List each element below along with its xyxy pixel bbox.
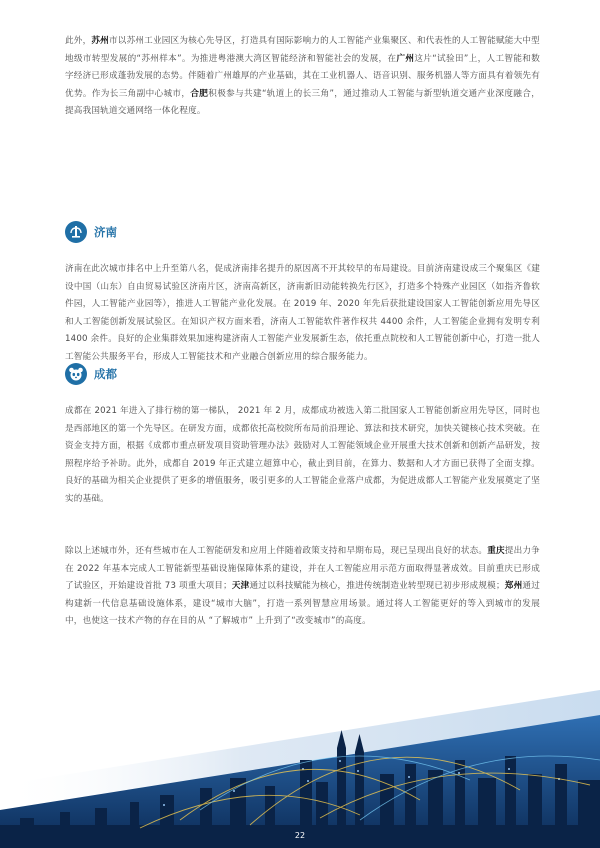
city-name-highlight: 重庆 [487, 546, 505, 556]
text-segment: 市以苏州工业园区为核心先导区，打造具有国际影响力的人工智能产业集聚区、和代表性的人工智能赋能大中型地级市转型发展的“苏州样本”。为推进粤港澳大湾区智能经济和智能社会的发展，在 [65, 36, 540, 64]
city-name-highlight: 郑州 [504, 581, 523, 592]
text-segment: 此外， [65, 36, 92, 46]
paragraph-jinan [65, 261, 540, 367]
section-heading-jinan [65, 221, 117, 243]
text-segment: 积极参与共建“轨道上的长三角”，通过推动人工智能与新型轨道交通产业深度融合，提高我国轨道交通网络一体化程度。 [65, 88, 540, 117]
city-skyline-illustration [0, 690, 600, 848]
text-segment: 济南在此次城市排名中上升至第八名，促成济南排名提升的原因离不开其较早的布局建设。目前济南建设成三个聚集区《建设中国（山东）自由贸易试验区济南片区，济南高新区，济南新旧动能转换先行区》，打造多个特殊产业园区（如指齐鲁软件园，人工智能产业园等），推进人工智能产业化发展。在 2019 年、2020 年先后获批建设国家人工智能创新应用先导区和人工智能创新发展试验区。在知识产权方面来看，济南人工智能软件著作权共 4400 余件，人工智能企业拥有发明专利 1400 余件。良好的企业集群效果加速构建济南人工智能产业发展新生态，依托重点院校和人工智能创新中心，打造一批人工智能公共服务平台，形成人工智能技术和产业融合创新应用的综合服务能力。 [65, 264, 540, 362]
paragraph-suzhou-guangzhou-hefei [65, 33, 540, 121]
paragraph-other-cities [65, 543, 540, 631]
city-name-highlight: 广州 [396, 53, 415, 64]
text-segment: 通过构建新一代信息基础设施体系，建设“城市大脑”，打造一系列智慧应用场景。通过将人工智能更好的等入到城市的发展中，也使这一技术产物的存在目的从 “了解城市” 上升到了“改变城市”的高度。 [65, 581, 540, 627]
city-name-highlight: 天津 [231, 581, 250, 592]
text-segment: 除以上述城市外，还有些城市在人工智能研发和应用上伴随着政策支持和早期布局，现已呈现出良好的状态。 [65, 546, 488, 556]
paragraph-chengdu [65, 403, 540, 509]
text-segment: 通过以科技赋能为核心，推进传统制造业转型现已初步形成规模； [249, 581, 505, 592]
panda-icon [65, 363, 87, 385]
fountain-icon [65, 221, 87, 243]
text-segment: 提出力争在 2022 年基本完成人工智能新型基础设施保障体系的建设，并在人工智能应用示范方面取得显著成效。目前重庆已形成了试验区，开始建设首批 73 项重大项目； [65, 546, 540, 592]
section-title-chengdu: 成都 [94, 367, 117, 381]
text-segment: 这片“试验田”上，人工智能和数字经济已形成蓬勃发展的态势。伴随着广州雄厚的产业基础，其在工业机器人、语音识别、服务机器人等方面具有着领先有优势。作为长三角副中心城市， [65, 53, 540, 99]
page-number: 22 [294, 831, 306, 840]
city-name-highlight: 合肥 [190, 88, 209, 99]
section-heading-chengdu [65, 363, 117, 385]
text-segment: 成都在 2021 年进入了排行榜的第一梯队， 2021 年 2 月，成都成功被选入第二批国家人工智能创新应用先导区，同时也是西部地区的第一个先导区。在研发方面，成都依托高校院所布局前沿理论、算法和技术研究，加快关键核心技术突破。在资金支持方面，根据《成都市重点研发项目资助管理办法》鼓励对人工智能领域企业开展重大技术创新和创新产品研发，按照程序给予补助。此外，成都自 2019 年正式建立超算中心，截止到目前，在算力、数据和人才方面已获得了全面支撑。良好的基础为相关企业提供了更多的增值服务，吸引更多的人工智能企业落户成都，为促进成都人工智能产业发展奠定了坚实的基础。 [65, 406, 540, 504]
city-name-highlight: 苏州 [91, 36, 109, 46]
section-title-jinan: 济南 [94, 225, 117, 239]
